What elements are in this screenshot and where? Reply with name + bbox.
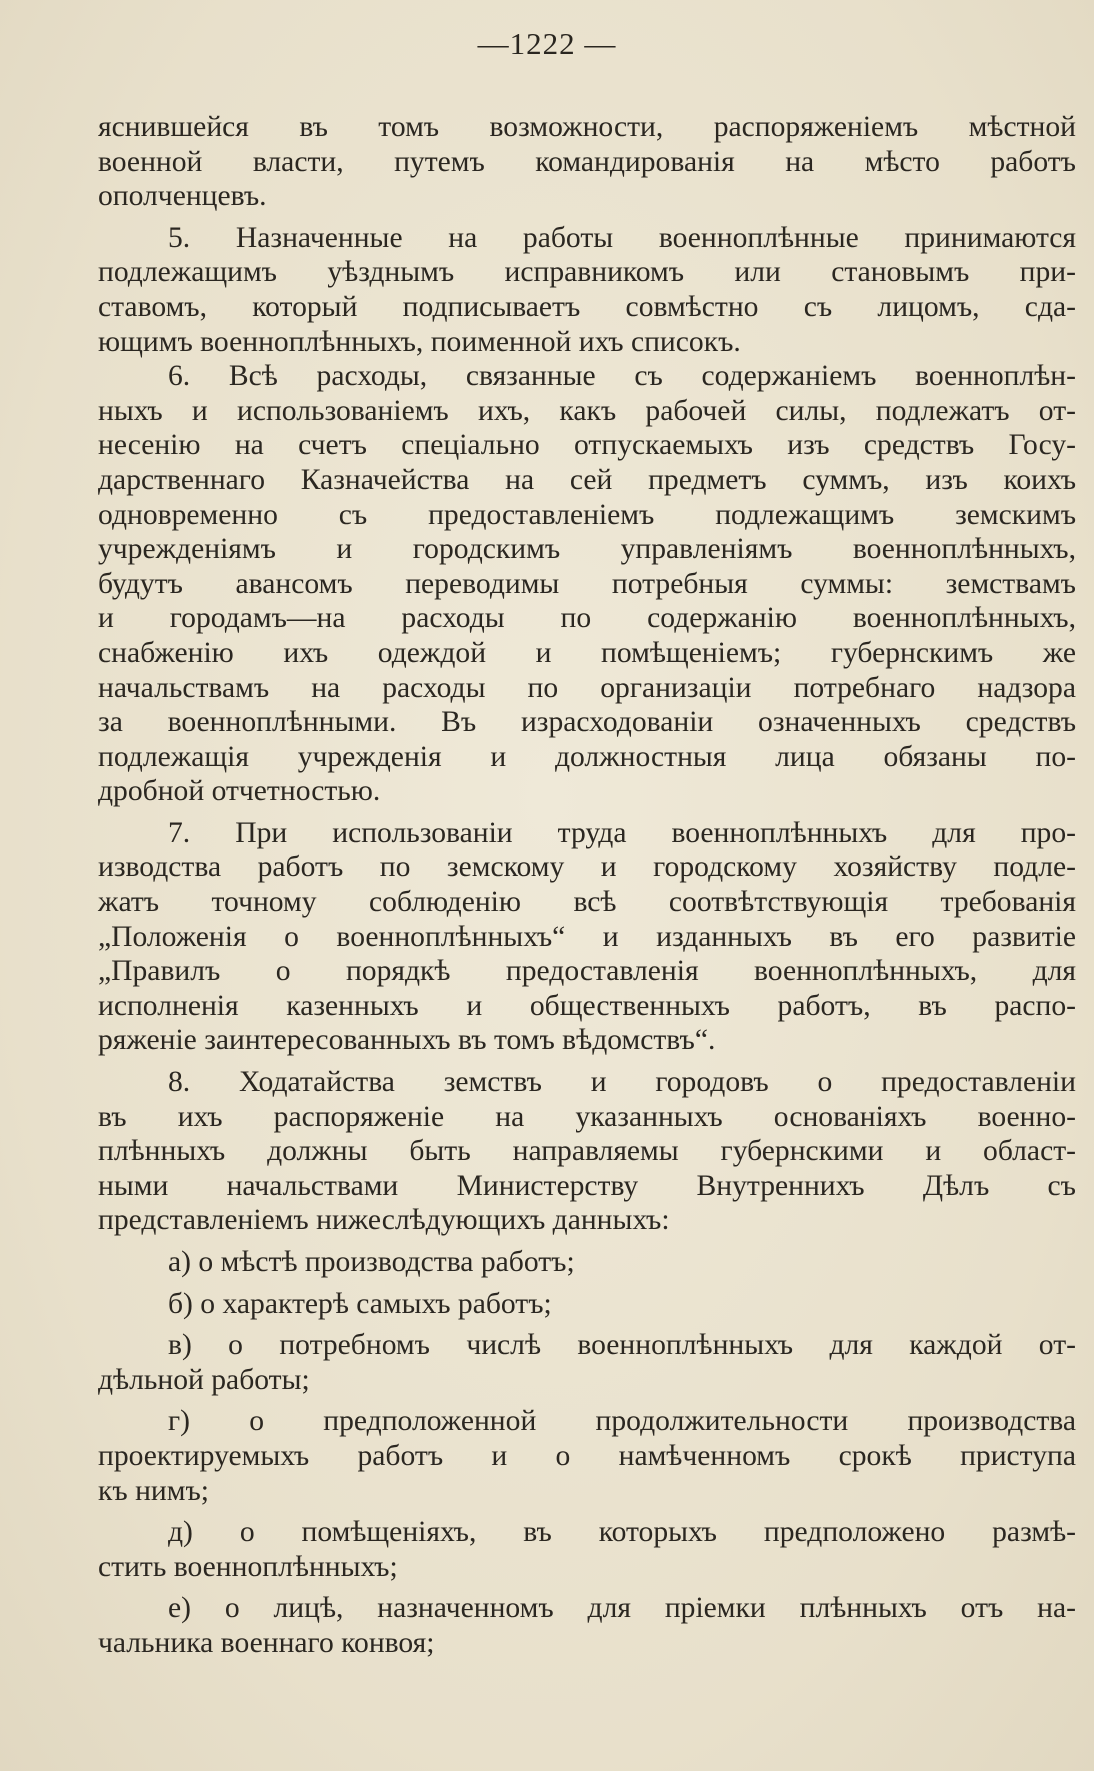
text-line: ополченцевъ. <box>98 180 267 213</box>
text-line: дарственнаго Казначейства на сей предметъ суммъ, изъ коихъ <box>98 463 1076 496</box>
text-line: военной власти, путемъ командированія на мѣсто работъ <box>98 145 1076 178</box>
text-line: начальствамъ на расходы по организаціи потребнаго надзора <box>98 671 1076 704</box>
text-line: „Положенія о военноплѣнныхъ“ и изданныхъ въ его развитіе <box>98 920 1076 953</box>
list-item-g <box>98 1404 1076 1508</box>
text-line: е) о лицѣ, назначенномъ для пріемки плѣнныхъ отъ на- <box>168 1592 1076 1625</box>
text-line: будутъ авансомъ переводимы потребныя суммы: земствамъ <box>98 567 1076 600</box>
text-line: чальника военнаго конвоя; <box>98 1626 435 1659</box>
text-line: представленіемъ нижеслѣдующихъ данныхъ: <box>98 1204 670 1237</box>
text-line: снабженію ихъ одеждой и помѣщеніемъ; губернскимъ же <box>98 636 1076 669</box>
text-line: 6. Всѣ расходы, связанные съ содержаніемъ военноплѣн- <box>168 360 1076 393</box>
text-line: ряженіе заинтересованныхъ въ томъ вѣдомствъ“. <box>98 1024 716 1057</box>
text-line: подлежащія учрежденія и должностныя лица обязаны по- <box>98 740 1076 773</box>
text-line: плѣнныхъ должны быть направляемы губернскими и област- <box>98 1135 1076 1168</box>
text-line: дѣльной работы; <box>98 1363 310 1396</box>
text-line: ставомъ, который подписываетъ совмѣстно съ лицомъ, сда- <box>98 290 1076 323</box>
text-line: г) о предположенной продолжительности производства <box>168 1405 1076 1438</box>
list-item-v <box>98 1328 1076 1397</box>
text-line: изводства работъ по земскому и городскому хозяйству подле- <box>98 851 1076 884</box>
text-line: несенію на счетъ спеціально отпускаемыхъ изъ средствъ Госу- <box>98 429 1076 462</box>
list-item-d <box>98 1515 1076 1584</box>
paragraph-8 <box>98 1065 1076 1238</box>
paragraph-continuation <box>98 110 1076 214</box>
text-line: дробной отчетностью. <box>98 775 381 808</box>
paragraph-7 <box>98 816 1076 1058</box>
text-line: къ нимъ; <box>98 1474 210 1507</box>
text-line: „Правилъ о порядкѣ предоставленія военноплѣнныхъ, для <box>98 955 1076 988</box>
paragraph-6 <box>98 359 1076 809</box>
text-line: б) о характерѣ самыхъ работъ; <box>168 1287 552 1320</box>
list-item-b <box>98 1287 1076 1322</box>
text-line: учрежденіямъ и городскимъ управленіямъ военноплѣнныхъ, <box>98 533 1076 566</box>
text-line: а) о мѣстѣ производства работъ; <box>168 1246 575 1278</box>
document-body <box>98 110 1076 1661</box>
text-line: ющимъ военноплѣнныхъ, поименной ихъ списокъ. <box>98 325 741 358</box>
text-line: подлежащимъ уѣзднымъ исправникомъ или становымъ при- <box>98 256 1076 289</box>
text-line: за военноплѣнными. Въ израсходованіи означенныхъ средствъ <box>98 706 1076 739</box>
page-number: —1222 — <box>477 26 617 61</box>
text-line: и городамъ—на расходы по содержанію военноплѣнныхъ, <box>98 602 1076 635</box>
text-line: 5. Назначенные на работы военноплѣнные принимаются <box>168 221 1076 254</box>
text-line: исполненія казенныхъ и общественныхъ работъ, въ распо- <box>98 989 1076 1022</box>
text-line: проектируемыхъ работъ и о намѣченномъ срокѣ приступа <box>98 1439 1076 1472</box>
list-item-a <box>98 1245 1076 1280</box>
text-line: стить военноплѣнныхъ; <box>98 1550 398 1583</box>
text-line: ными начальствами Министерству Внутреннихъ Дѣлъ съ <box>98 1169 1076 1202</box>
text-line: 7. При использованіи труда военноплѣнныхъ для про- <box>168 816 1076 849</box>
text-line: 8. Ходатайства земствъ и городовъ о предоставленіи <box>168 1066 1076 1099</box>
paragraph-5 <box>98 221 1076 359</box>
text-line: д) о помѣщеніяхъ, въ которыхъ предположено размѣ- <box>168 1516 1076 1549</box>
text-line: жатъ точному соблюденію всѣ соотвѣтствующія требованія <box>98 886 1076 919</box>
text-line: одновременно съ предоставленіемъ подлежащимъ земскимъ <box>98 498 1076 531</box>
text-line: в) о потребномъ числѣ военноплѣнныхъ для каждой от- <box>168 1329 1076 1362</box>
text-line: ныхъ и использованіемъ ихъ, какъ рабочей силы, подлежатъ от- <box>98 394 1076 427</box>
text-line: яснившейся въ томъ возможности, распоряженіемъ мѣстной <box>98 111 1076 143</box>
text-line: въ ихъ распоряженіе на указанныхъ основаніяхъ военно- <box>98 1100 1076 1133</box>
list-item-e <box>98 1591 1076 1660</box>
